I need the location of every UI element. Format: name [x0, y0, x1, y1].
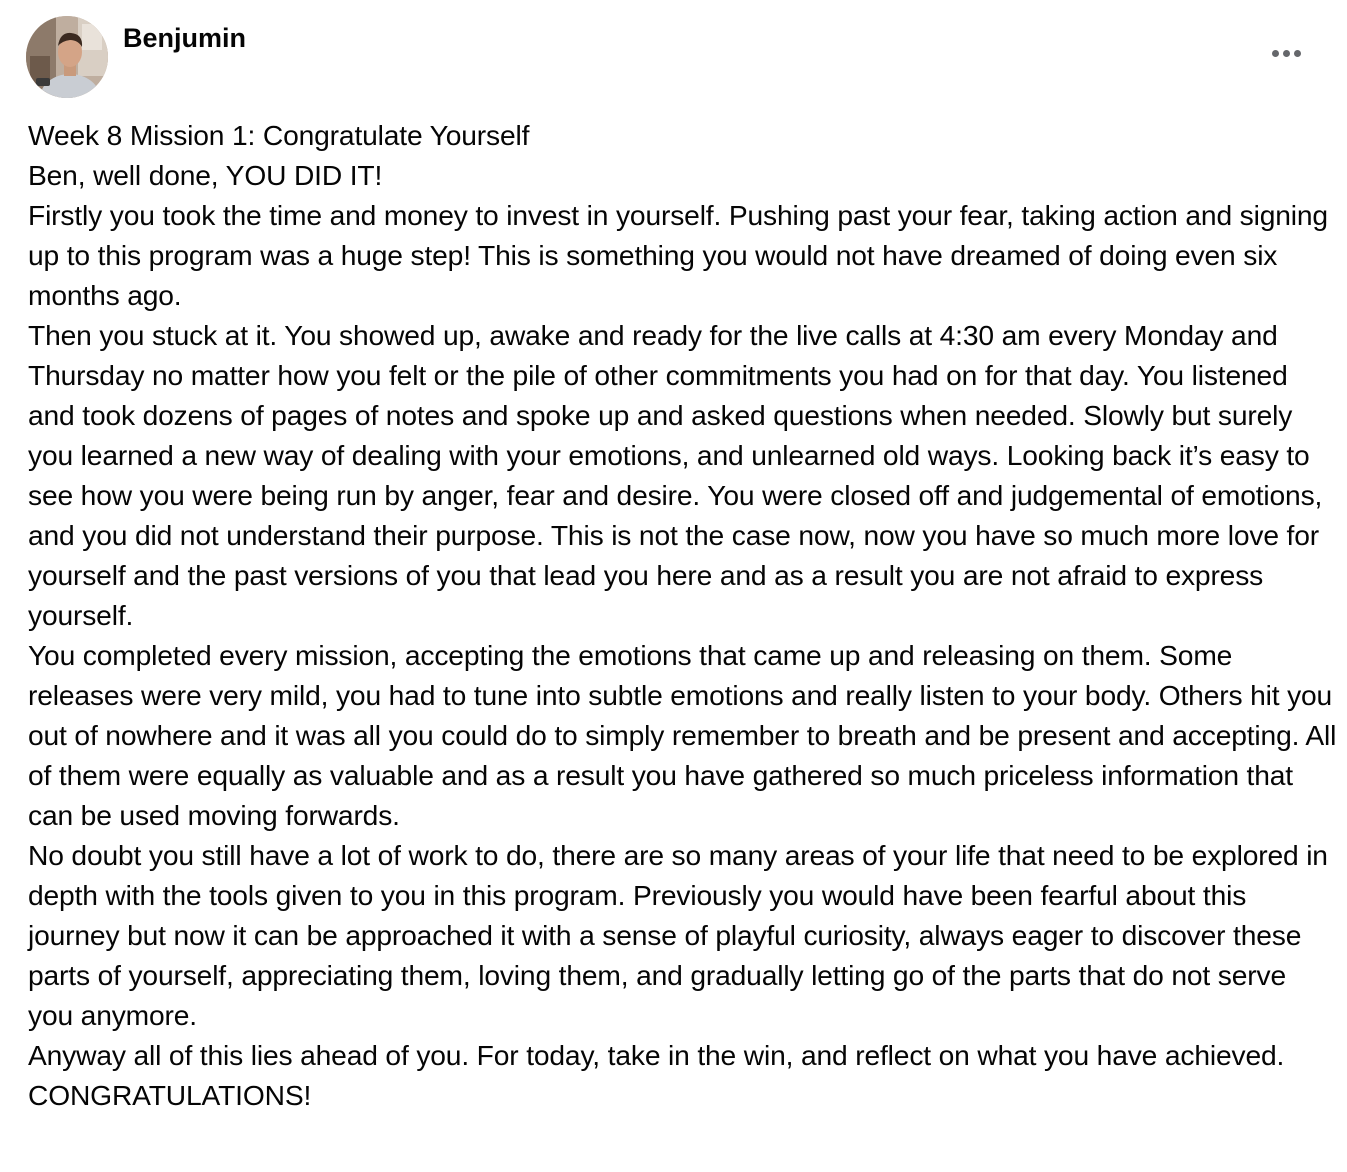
post-paragraph: No doubt you still have a lot of work to do, there are so many areas of your life that need to be explored in depth with the tools given to you in this program. Previously you would have been fearful about this journey but now it can be approached it with a sense of playful curiosity, always eager to discover these parts of yourself, appreciating them, loving them, and gradually letting go of the parts that do not serve you anymore.	[28, 839, 1328, 1031]
dot	[1272, 50, 1279, 57]
post-paragraph: Anyway all of this lies ahead of you. For today, take in the win, and reflect on what you have achieved.	[28, 1039, 1285, 1071]
post-header	[26, 16, 246, 98]
post-body	[28, 115, 1338, 1115]
post-title-line: Week 8 Mission 1: Congratulate Yourself	[28, 119, 530, 151]
dot	[1294, 50, 1301, 57]
author-name[interactable]: Benjumin	[123, 23, 247, 53]
post-paragraph: You completed every mission, accepting the emotions that came up and releasing on them. Some releases were very mild, you had to tune into subtle emotions and really listen to your body. Others hit you out of nowhere and it was all you could do to simply remember to breath and be present and accepting. All of them were equally as valuable and as a result you have gathered so much priceless information that can be used moving forwards.	[28, 639, 1337, 831]
post-paragraph: Ben, well done, YOU DID IT!	[28, 159, 383, 191]
more-options-button[interactable]	[1266, 40, 1306, 66]
profile-photo-icon	[26, 16, 108, 98]
dot	[1283, 50, 1290, 57]
avatar[interactable]	[26, 16, 108, 98]
post-closing-line: CONGRATULATIONS!	[28, 1079, 312, 1111]
post-paragraph: Firstly you took the time and money to invest in yourself. Pushing past your fear, taking action and signing up to this program was a huge step! This is something you would not have dreamed of doing even six months ago.	[28, 199, 1328, 311]
post-paragraph: Then you stuck at it. You showed up, awake and ready for the live calls at 4:30 am every Monday and Thursday no matter how you felt or the pile of other commitments you had on for that day. You listened and took dozens of pages of notes and spoke up and asked questions when needed. Slowly but surely you learned a new way of dealing with your emotions, and unlearned old ways. Looking back it’s easy to see how you were being run by anger, fear and desire. You were closed off and judgemental of emotions, and you did not understand their purpose. This is not the case now, now you have so much more love for yourself and the past versions of you that lead you here and as a result you are not afraid to express yourself.	[28, 319, 1323, 631]
